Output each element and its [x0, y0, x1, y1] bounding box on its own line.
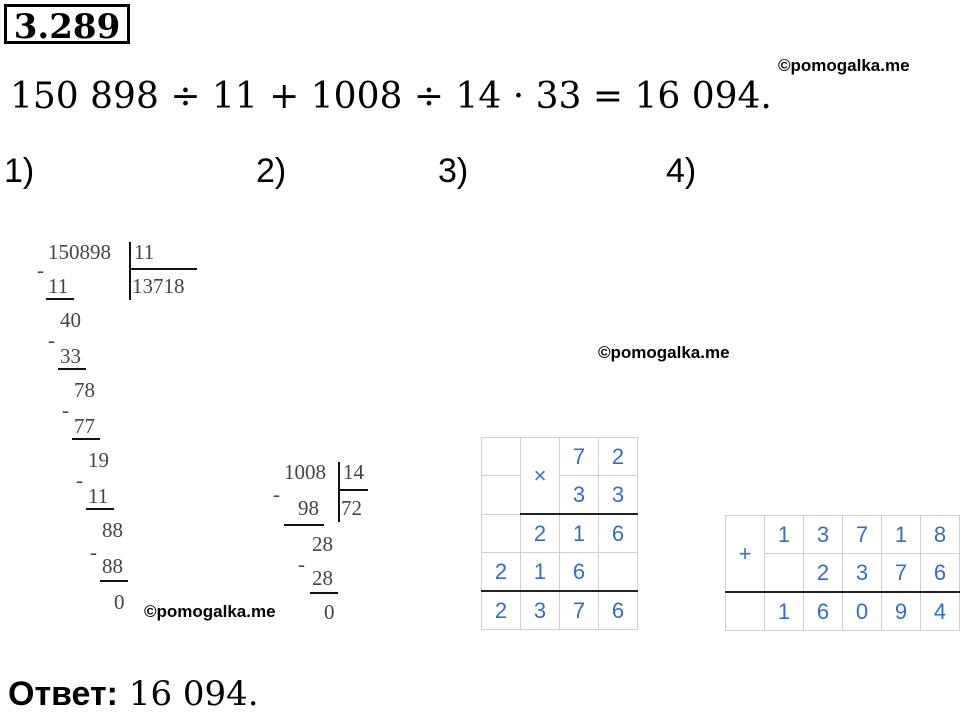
grid-cell [599, 553, 638, 592]
grid-cell: 1 [560, 514, 599, 553]
division1-row: 88 [102, 554, 123, 578]
answer-label: Ответ: [8, 675, 118, 713]
division1-line [100, 580, 128, 582]
grid-cell [482, 514, 521, 553]
grid-cell: 7 [882, 554, 921, 593]
minus-sign: - [48, 328, 55, 352]
division1-row: 88 [102, 518, 123, 542]
grid-cell: 3 [521, 591, 560, 630]
division2-quotient: 72 [341, 496, 362, 520]
division2-row: 98 [298, 496, 319, 520]
grid-cell: 1 [765, 516, 804, 554]
grid-cell: 2 [804, 554, 843, 593]
grid-cell: 2 [482, 591, 521, 630]
division1-row: 11 [48, 274, 69, 298]
grid-cell: 3 [560, 476, 599, 515]
division1-row: 19 [88, 448, 109, 472]
division2-bracket-horizontal [338, 489, 368, 491]
division1-row: 11 [88, 484, 109, 508]
grid-cell [482, 438, 521, 476]
answer-line [8, 674, 259, 714]
division1-quotient: 13718 [132, 274, 185, 298]
division1-bracket-vertical [129, 242, 131, 300]
grid-cell: 4 [921, 592, 960, 631]
grid-cell: 7 [560, 591, 599, 630]
minus-sign: - [37, 258, 44, 282]
division1-row: 0 [114, 590, 125, 614]
grid-cell: 7 [560, 438, 599, 476]
watermark-top: ©pomogalka.me [778, 56, 910, 75]
division1-divisor: 11 [134, 240, 155, 264]
division1-line [58, 368, 86, 370]
division1-line [46, 298, 74, 300]
division1-dividend: 150898 [48, 240, 111, 264]
division1-row: 78 [74, 378, 95, 402]
division2-bracket-vertical [338, 462, 340, 522]
minus-sign: - [298, 552, 305, 576]
step-label-4: 4) [666, 152, 697, 190]
grid-cell [482, 476, 521, 515]
answer-value: 16 094. [128, 674, 259, 714]
main-expression: 150 898 ÷ 11 + 1008 ÷ 14 · 33 = 16 094. [10, 76, 772, 117]
addition-grid [725, 515, 960, 631]
division1-line [72, 438, 100, 440]
problem-number: 3.289 [4, 4, 130, 44]
grid-cell: 6 [599, 591, 638, 630]
grid-cell: 2 [482, 553, 521, 592]
division2-row: 0 [324, 600, 335, 624]
division1-row: 40 [60, 308, 81, 332]
grid-cell: 6 [599, 514, 638, 553]
division2-dividend: 1008 [284, 460, 326, 484]
watermark-bottom: ©pomogalka.me [144, 602, 276, 621]
step-label-3: 3) [438, 152, 469, 190]
division2-line [284, 524, 324, 526]
step-label-2: 2) [256, 152, 287, 190]
grid-cell [765, 554, 804, 593]
grid-cell: 1 [765, 592, 804, 631]
minus-sign: - [273, 482, 280, 506]
grid-cell: 9 [882, 592, 921, 631]
grid-cell: 2 [599, 438, 638, 476]
minus-sign: - [76, 468, 83, 492]
grid-cell: 3 [804, 516, 843, 554]
division1-row: 33 [60, 344, 81, 368]
grid-cell: 1 [521, 553, 560, 592]
multiplication-grid [481, 437, 638, 630]
grid-cell: 0 [843, 592, 882, 631]
step-label-1: 1) [4, 152, 35, 190]
minus-sign: - [62, 398, 69, 422]
grid-cell: 8 [921, 516, 960, 554]
grid-cell: 7 [843, 516, 882, 554]
grid-cell: 3 [599, 476, 638, 515]
grid-cell: 6 [804, 592, 843, 631]
division2-row: 28 [312, 532, 333, 556]
division2-divisor: 14 [343, 460, 364, 484]
watermark-middle: ©pomogalka.me [598, 343, 730, 362]
division1-line [86, 508, 114, 510]
grid-cell: 1 [882, 516, 921, 554]
minus-sign: - [90, 540, 97, 564]
grid-cell [726, 592, 765, 631]
grid-cell: 2 [521, 514, 560, 553]
division1-bracket-horizontal [129, 268, 197, 270]
multiply-sign: × [521, 438, 560, 515]
grid-cell: 6 [921, 554, 960, 593]
division2-row: 28 [312, 566, 333, 590]
division1-row: 77 [74, 414, 95, 438]
plus-sign: + [726, 516, 765, 593]
division2-line [310, 592, 338, 594]
grid-cell: 3 [843, 554, 882, 593]
grid-cell: 6 [560, 553, 599, 592]
